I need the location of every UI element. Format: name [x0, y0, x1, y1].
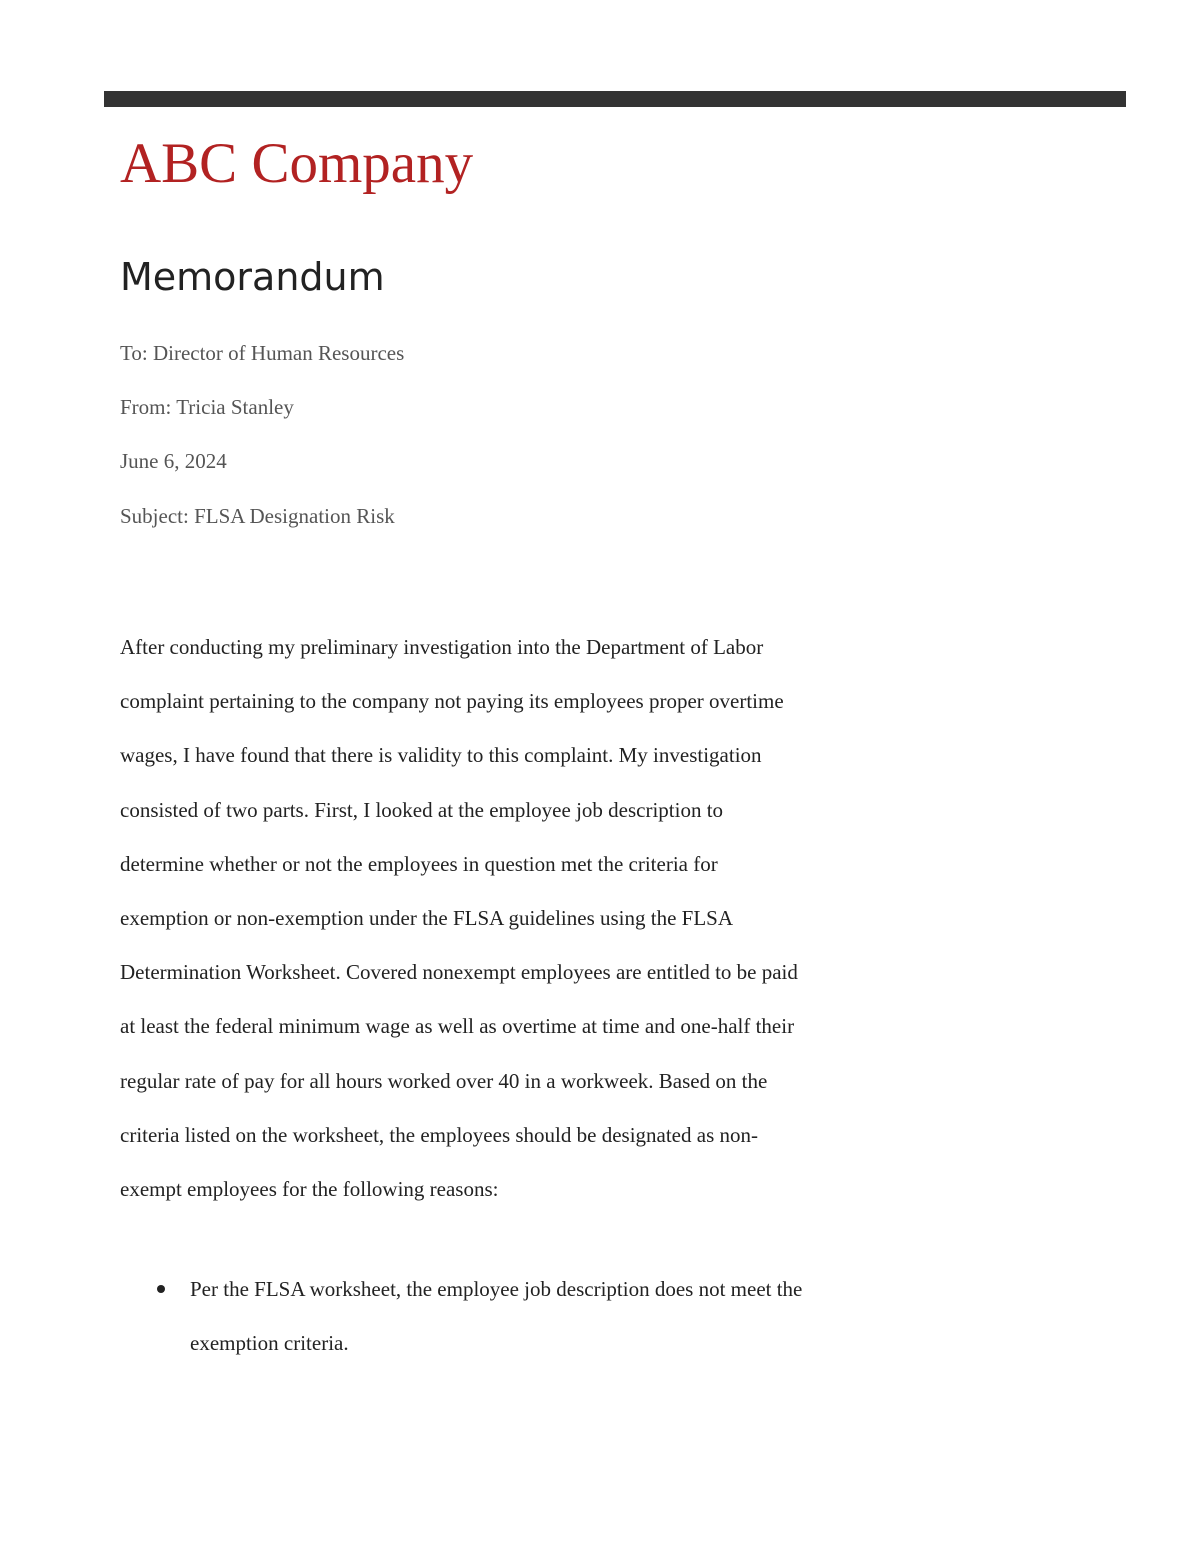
memo-title: Memorandum [120, 255, 385, 299]
reasons-list [120, 1262, 920, 1370]
body-line: Determination Worksheet. Covered nonexempt employees are entitled to be paid [120, 960, 798, 985]
body-line: at least the federal minimum wage as well as overtime at time and one-half their [120, 1014, 795, 1039]
body-line: determine whether or not the employees in question met the criteria for [120, 851, 718, 876]
bullet-icon [157, 1285, 165, 1293]
body-line: exemption or non-exemption under the FLSA guidelines using the FLSA [120, 906, 734, 931]
header-rule [104, 91, 1126, 107]
bullet-line: Per the FLSA worksheet, the employee job description does not meet the [190, 1277, 803, 1301]
list-item [120, 1262, 920, 1370]
body-line: After conducting my preliminary investigation into the Department of Labor [120, 635, 764, 659]
body-line: regular rate of pay for all hours worked over 40 in a workweek. Based on the [120, 1068, 768, 1093]
body-line: exempt employees for the following reasons: [120, 1177, 499, 1202]
body-line: consisted of two parts. First, I looked at the employee job description to [120, 797, 724, 822]
bullet-line: exemption criteria. [190, 1331, 349, 1356]
body-line: wages, I have found that there is validity to this complaint. My investigation [120, 743, 762, 768]
memo-body [120, 620, 920, 1216]
subject-line: Subject: FLSA Designation Risk [120, 504, 395, 528]
body-line: complaint pertaining to the company not paying its employees proper overtime [120, 689, 784, 714]
to-line: To: Director of Human Resources [120, 341, 405, 365]
date-line: June 6, 2024 [120, 449, 227, 473]
from-line: From: Tricia Stanley [120, 395, 294, 419]
company-name: ABC Company [120, 132, 474, 195]
body-line: criteria listed on the worksheet, the employees should be designated as non- [120, 1122, 758, 1147]
